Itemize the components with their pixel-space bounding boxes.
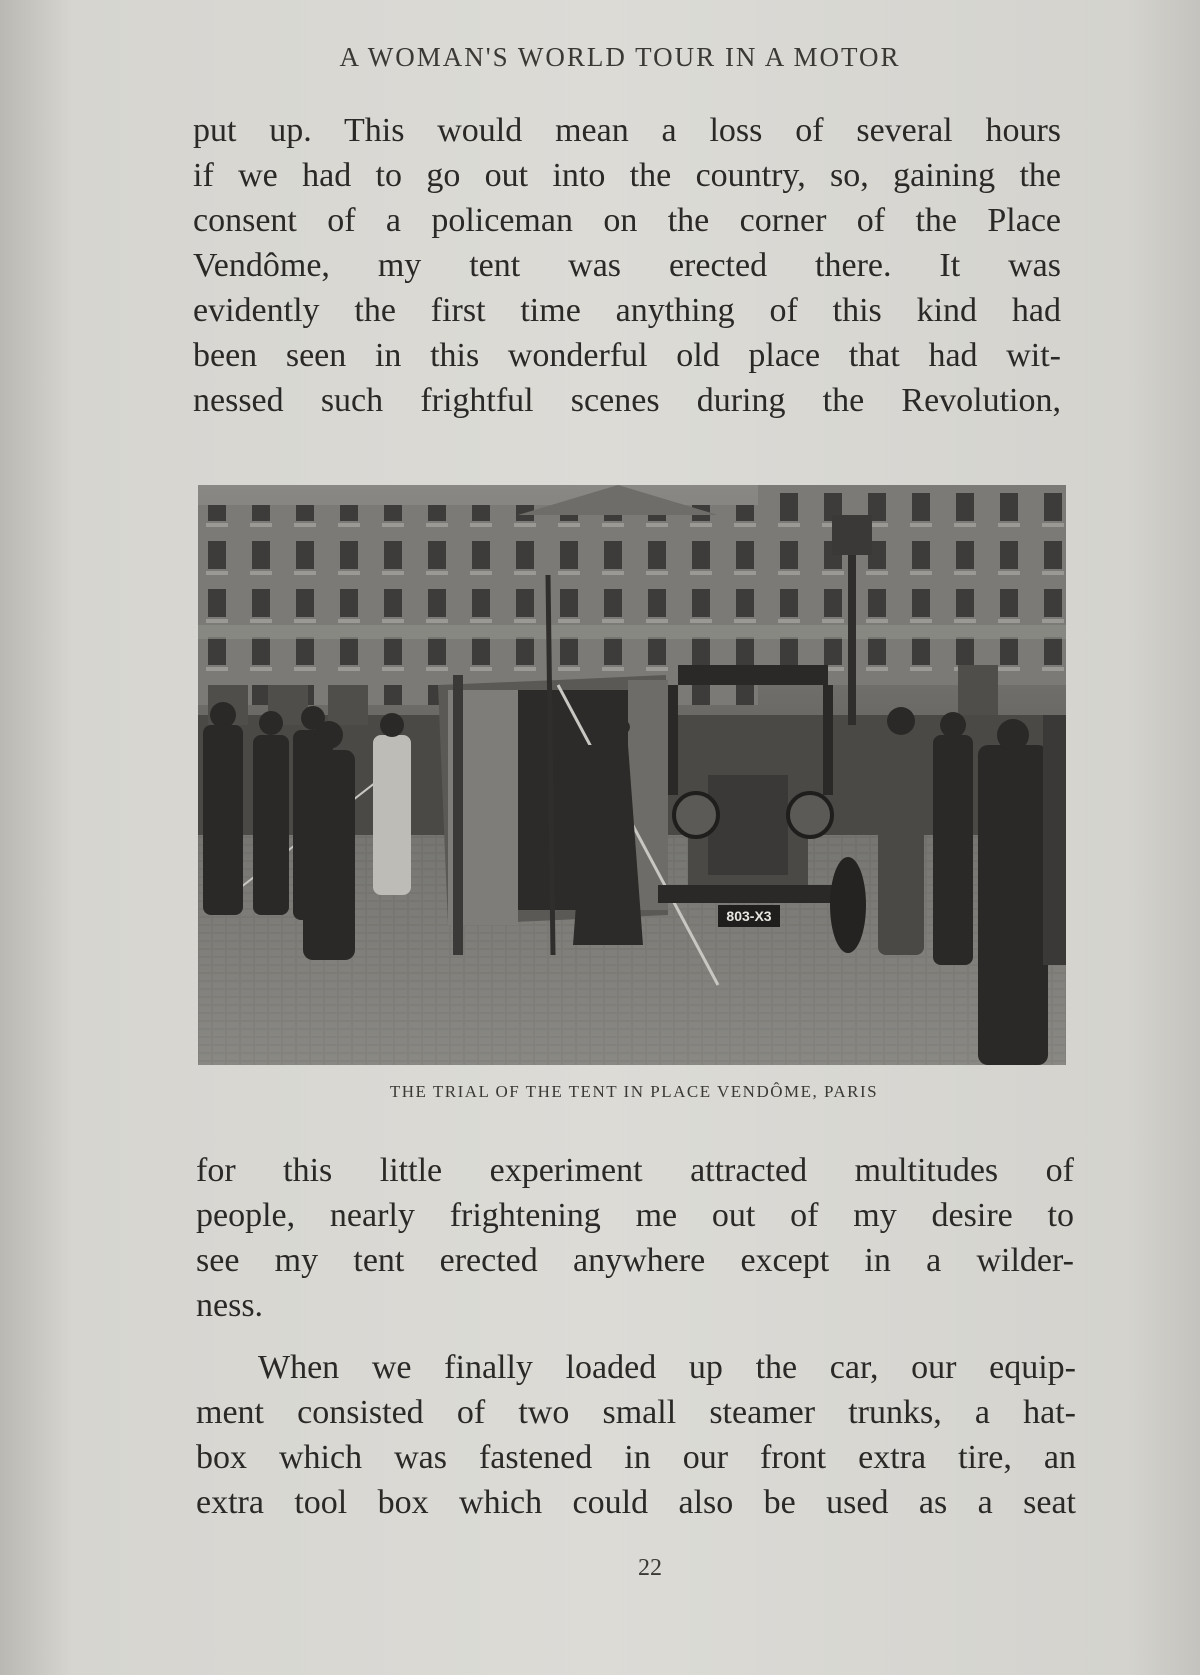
- running-head: A WOMAN'S WORLD TOUR IN A MOTOR: [339, 42, 901, 72]
- text-line: box which was fastened in our front extra tire, an: [196, 1439, 1076, 1476]
- text-line: ness.: [196, 1287, 264, 1324]
- text-line: ment consisted of two small steamer trunks, a hat-: [196, 1394, 1076, 1431]
- text-line: been seen in this wonderful old place that had wit-: [193, 337, 1061, 374]
- text-line: extra tool box which could also be used as a seat: [196, 1484, 1076, 1521]
- license-plate: 803-X3: [726, 908, 772, 924]
- text-line: Vendôme, my tent was erected there. It was: [193, 247, 1061, 284]
- text-line: evidently the first time anything of this kind had: [193, 292, 1061, 329]
- paragraph-1: [193, 108, 1061, 423]
- photograph-illustration: [198, 485, 1066, 1065]
- text-line: nessed such frightful scenes during the Revolution,: [193, 382, 1061, 419]
- paragraph-3: [196, 1345, 1076, 1525]
- figure-caption: THE TRIAL OF THE TENT IN PLACE VENDÔME, PARIS: [389, 1082, 879, 1101]
- photograph-tent-trial: [198, 485, 1066, 1065]
- text-line: consent of a policeman on the corner of the Place: [193, 202, 1061, 239]
- paragraph-2: [196, 1148, 1074, 1328]
- text-line: people, nearly frightening me out of my desire to: [196, 1197, 1074, 1234]
- page-number: 22: [638, 1555, 662, 1581]
- text-line: put up. This would mean a loss of several hours: [193, 112, 1061, 149]
- text-line: When we finally loaded up the car, our equip-: [258, 1349, 1076, 1386]
- text-line: if we had to go out into the country, so, gaining the: [193, 157, 1061, 194]
- text-line: for this little experiment attracted multitudes of: [196, 1152, 1074, 1189]
- text-line: see my tent erected anywhere except in a wilder-: [196, 1242, 1074, 1279]
